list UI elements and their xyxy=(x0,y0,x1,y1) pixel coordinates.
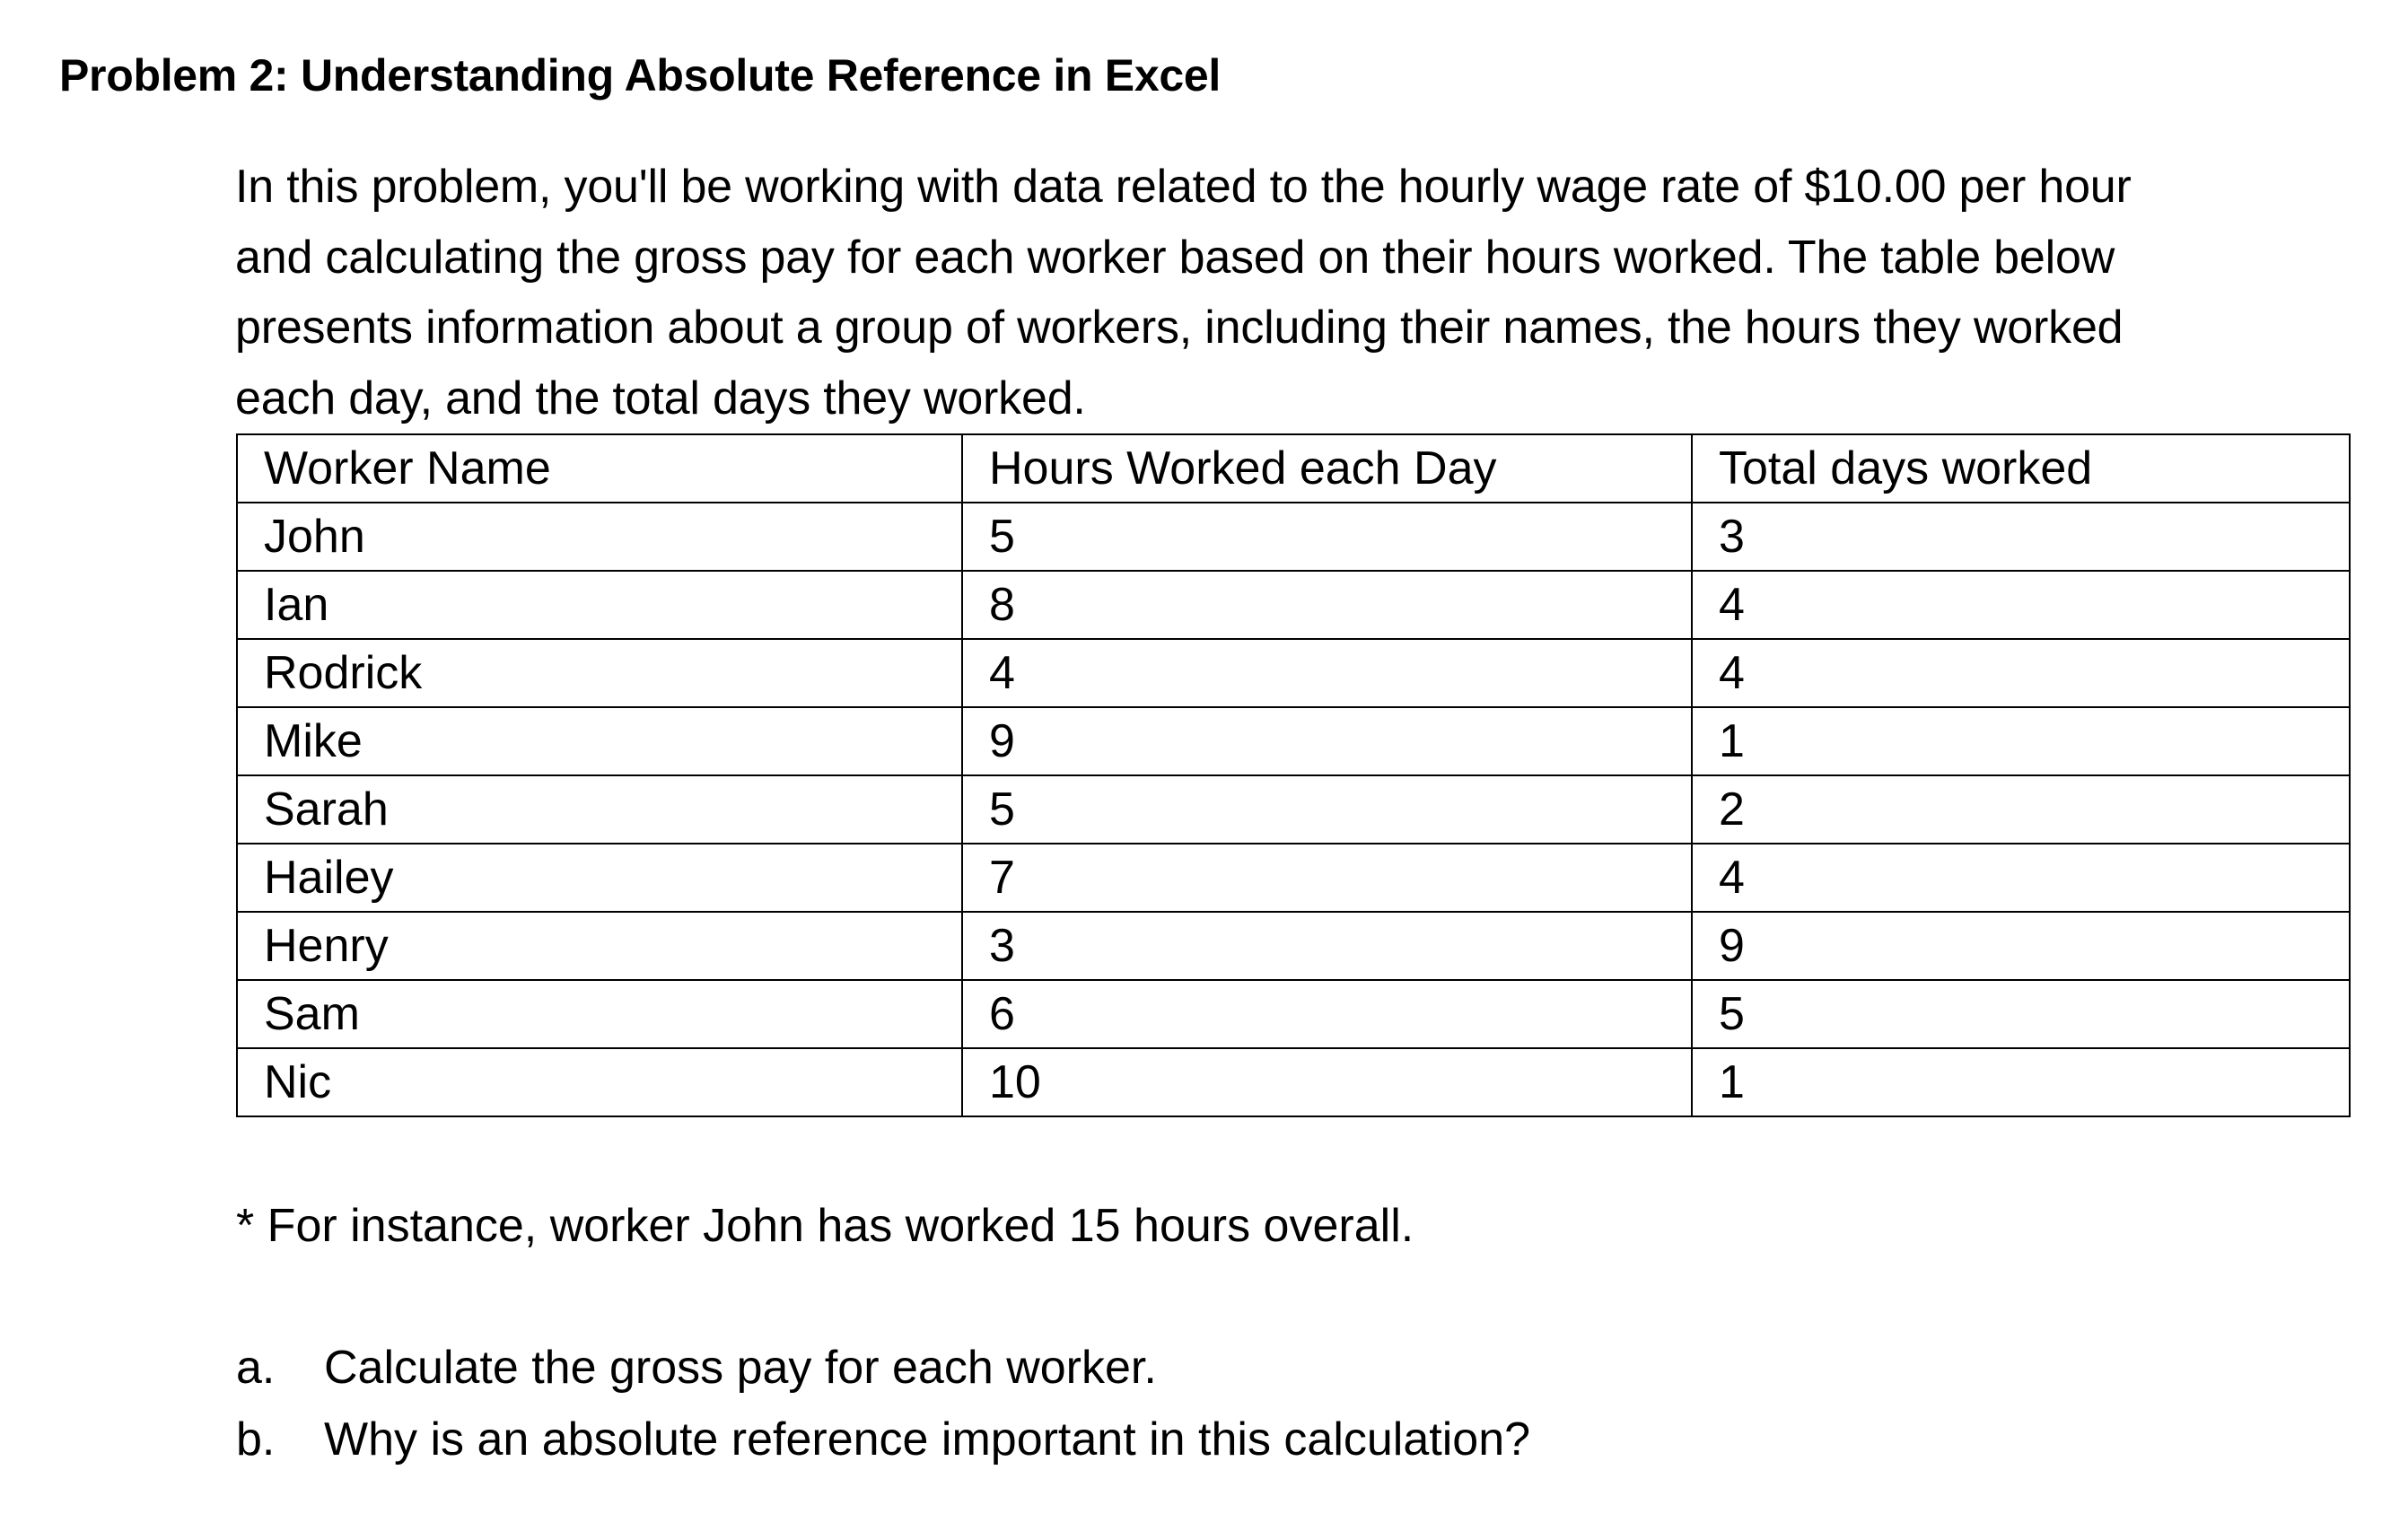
question-marker: a. xyxy=(236,1342,276,1394)
worker-name-cell: Sarah xyxy=(237,775,962,844)
table-row xyxy=(237,844,2350,912)
worker-name-cell: John xyxy=(237,503,962,571)
hours-cell: 5 xyxy=(962,775,1692,844)
intro-line: and calculating the gross pay for each worker based on their hours worked. The table below xyxy=(235,231,2115,284)
example-note: * For instance, worker John has worked 15 hours overall. xyxy=(236,1200,1414,1252)
days-cell: 2 xyxy=(1692,775,2350,844)
intro-line: In this problem, you'll be working with data related to the hourly wage rate of $10.00 per hour xyxy=(235,161,2132,213)
days-cell: 5 xyxy=(1692,980,2350,1048)
table-row xyxy=(237,639,2350,707)
hours-cell: 9 xyxy=(962,707,1692,775)
hours-cell: 4 xyxy=(962,639,1692,707)
question-item-a xyxy=(236,1332,1530,1404)
days-cell: 1 xyxy=(1692,1048,2350,1116)
intro-line: presents information about a group of workers, including their names, the hours they worked xyxy=(235,302,2124,354)
hours-cell: 6 xyxy=(962,980,1692,1048)
intro-paragraph xyxy=(235,152,2371,433)
workers-table xyxy=(236,433,2351,1117)
days-cell: 3 xyxy=(1692,503,2350,571)
hours-cell: 7 xyxy=(962,844,1692,912)
days-cell: 4 xyxy=(1692,844,2350,912)
table-row xyxy=(237,912,2350,980)
worker-name-cell: Ian xyxy=(237,571,962,639)
intro-line: each day, and the total days they worked. xyxy=(235,372,1086,424)
table-row xyxy=(237,980,2350,1048)
hours-cell: 10 xyxy=(962,1048,1692,1116)
worker-name-cell: Hailey xyxy=(237,844,962,912)
days-cell: 4 xyxy=(1692,571,2350,639)
table-header-row xyxy=(237,434,2350,503)
question-list xyxy=(236,1332,1530,1475)
question-text: Calculate the gross pay for each worker. xyxy=(324,1342,1157,1394)
worker-name-cell: Nic xyxy=(237,1048,962,1116)
days-cell: 4 xyxy=(1692,639,2350,707)
header-hours-worked: Hours Worked each Day xyxy=(962,434,1692,503)
worker-name-cell: Rodrick xyxy=(237,639,962,707)
question-marker: b. xyxy=(236,1413,276,1466)
days-cell: 1 xyxy=(1692,707,2350,775)
hours-cell: 3 xyxy=(962,912,1692,980)
worker-name-cell: Henry xyxy=(237,912,962,980)
question-text: Why is an absolute reference important in this calculation? xyxy=(324,1413,1531,1466)
question-item-b xyxy=(236,1404,1530,1475)
table-row xyxy=(237,1048,2350,1116)
hours-cell: 8 xyxy=(962,571,1692,639)
header-worker-name: Worker Name xyxy=(237,434,962,503)
table-row xyxy=(237,571,2350,639)
table-row xyxy=(237,707,2350,775)
worker-name-cell: Mike xyxy=(237,707,962,775)
table-row xyxy=(237,503,2350,571)
worker-name-cell: Sam xyxy=(237,980,962,1048)
problem-title: Problem 2: Understanding Absolute Reference in Excel xyxy=(59,50,1221,101)
table-row xyxy=(237,775,2350,844)
hours-cell: 5 xyxy=(962,503,1692,571)
days-cell: 9 xyxy=(1692,912,2350,980)
header-total-days: Total days worked xyxy=(1692,434,2350,503)
